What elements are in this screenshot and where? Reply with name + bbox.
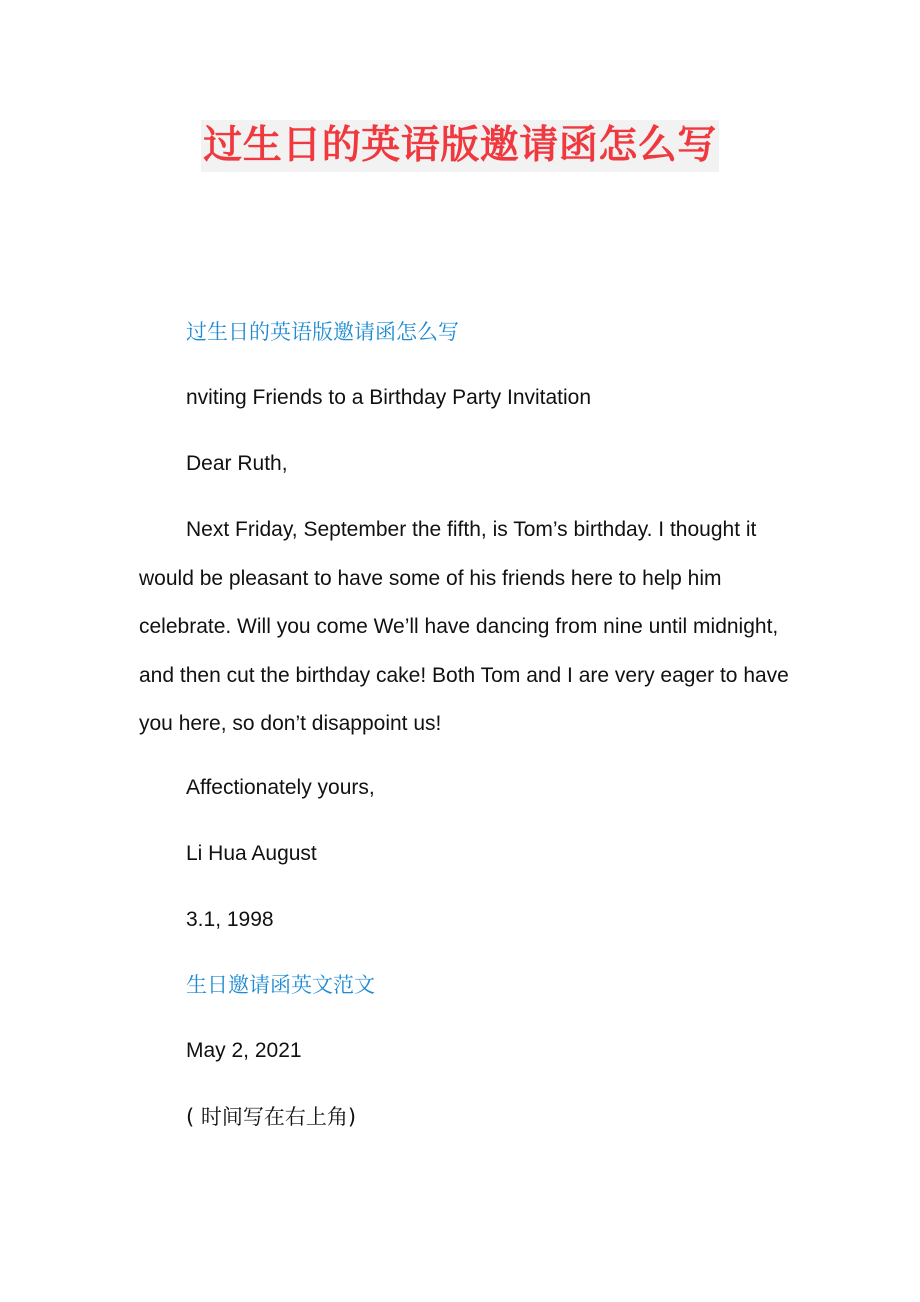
letter-body: Next Friday, September the fifth, is Tom’s birthday. I thought it would be pleasant to have some of his friends here to help him celebrate. Will you come We’ll have dancing from nine until midnight, and then cut the birthday cake! Both Tom and I are very eager to have you here, so don’t disappoint us! <box>139 518 789 735</box>
section-heading-invitation: 过生日的英语版邀请函怎么写 <box>186 320 459 344</box>
letter-greeting: Dear Ruth, <box>186 452 288 475</box>
sample-date: May 2, 2021 <box>186 1039 302 1062</box>
sample-note: ( 时间写在右上角) <box>186 1105 357 1129</box>
section-heading-sample: 生日邀请函英文范文 <box>186 973 375 997</box>
letter-subject: nviting Friends to a Birthday Party Invitation <box>186 386 592 409</box>
page-title-container <box>0 120 920 172</box>
letter-closing: Affectionately yours, <box>186 776 375 799</box>
page-title: 过生日的英语版邀请函怎么写 <box>201 120 719 172</box>
letter-signature: Li Hua August <box>186 842 317 865</box>
letter-date: 3.1, 1998 <box>186 908 274 931</box>
